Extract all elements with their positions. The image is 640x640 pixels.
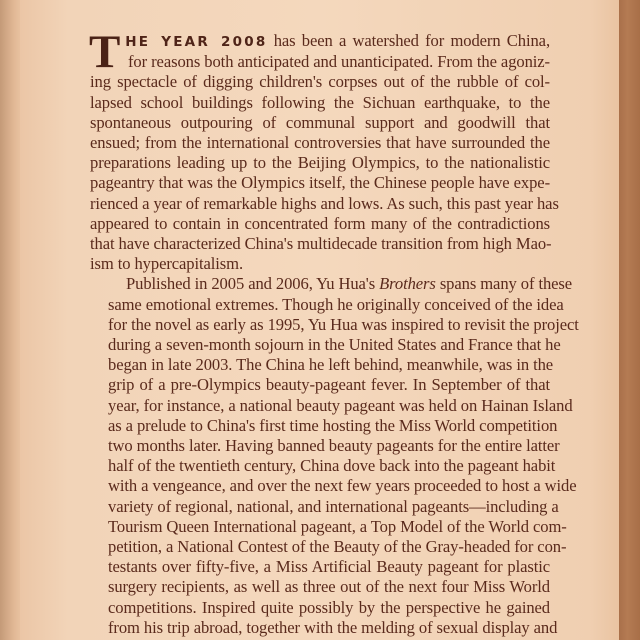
drop-cap: T [89,26,121,78]
text-line: HE YEAR 2008 has been a watershed for modern China, [125,31,550,50]
text-line: Tourism Queen International pageant, a Top Model of the World com- [108,516,567,536]
text-line: preparations leading up to the Beijing Olympics, to the nationalistic [90,153,550,173]
text-line: ism to hypercapitalism. [90,254,244,274]
text-line: for the novel as early as 1995, Yu Hua was inspired to revisit the project [108,314,579,334]
text-line: testants over fifty-five, a Miss Artificial Beauty pageant for plastic [108,557,550,577]
text-line: ensued; from the international controversies that have surrounded the [90,133,550,153]
page-stack-edge [619,0,640,640]
paragraph-1 [89,26,559,274]
text-line: Published in 2005 and 2006, Yu Hua's Brothers spans many of these [126,274,573,294]
text-line: as a prelude to China's first time hosting the Miss World competition [108,415,558,435]
text-line: began in late 2003. The China he left behind, meanwhile, was in the [108,355,554,375]
text-line: appeared to contain in concentrated form many of the contradictions [90,213,550,233]
book-title: Brothers [379,274,436,294]
text-line: pageantry that was the Olympics itself, the Chinese people have expe- [90,173,550,193]
text-line: competitions. Inspired quite possibly by the perspective he gained [108,597,550,617]
text-line: lapsed school buildings following the Sichuan earthquake, to the [90,92,550,112]
lead-in-smallcaps: HE YEAR 2008 [125,34,268,50]
text-line: grip of a pre-Olympics beauty-pageant fever. In September of that [108,375,550,395]
text-line: for reasons both anticipated and unanticipated. From the agoniz- [128,52,550,72]
text-line: during a seven-month sojourn in the United States and France that he [108,335,561,355]
text-line: two months later. Having banned beauty pageants for the entire latter [108,436,560,456]
paragraph-2 [90,274,579,638]
text-line: spontaneous outpouring of communal support and goodwill that [90,112,550,132]
text-line: same emotional extremes. Though he originally conceived of the idea [108,294,564,314]
text-line: surgery recipients, as well as three out of the next four Miss World [108,577,550,597]
body-text [89,26,579,638]
text-line: ing spectacle of digging children's corpses out of the rubble of col- [90,72,550,92]
text-line: petition, a National Contest of the Beauty of the Gray-headed for con- [108,537,567,557]
text-line: with a vengeance, and over the next few years proceeded to host a wide [108,476,577,496]
text-line: variety of regional, national, and international pageants—including a [108,496,559,516]
text-line: rienced a year of remarkable highs and lows. As such, this past year has [90,193,559,213]
text-line: half of the twentieth century, China dove back into the pageant habit [108,456,556,476]
text-line: year, for instance, a national beauty pageant was held on Hainan Island [108,395,573,415]
text-line: that have characterized China's multidecade transition from high Mao- [90,234,552,254]
text-line: from his trip abroad, together with the melding of sexual display and [108,617,558,637]
